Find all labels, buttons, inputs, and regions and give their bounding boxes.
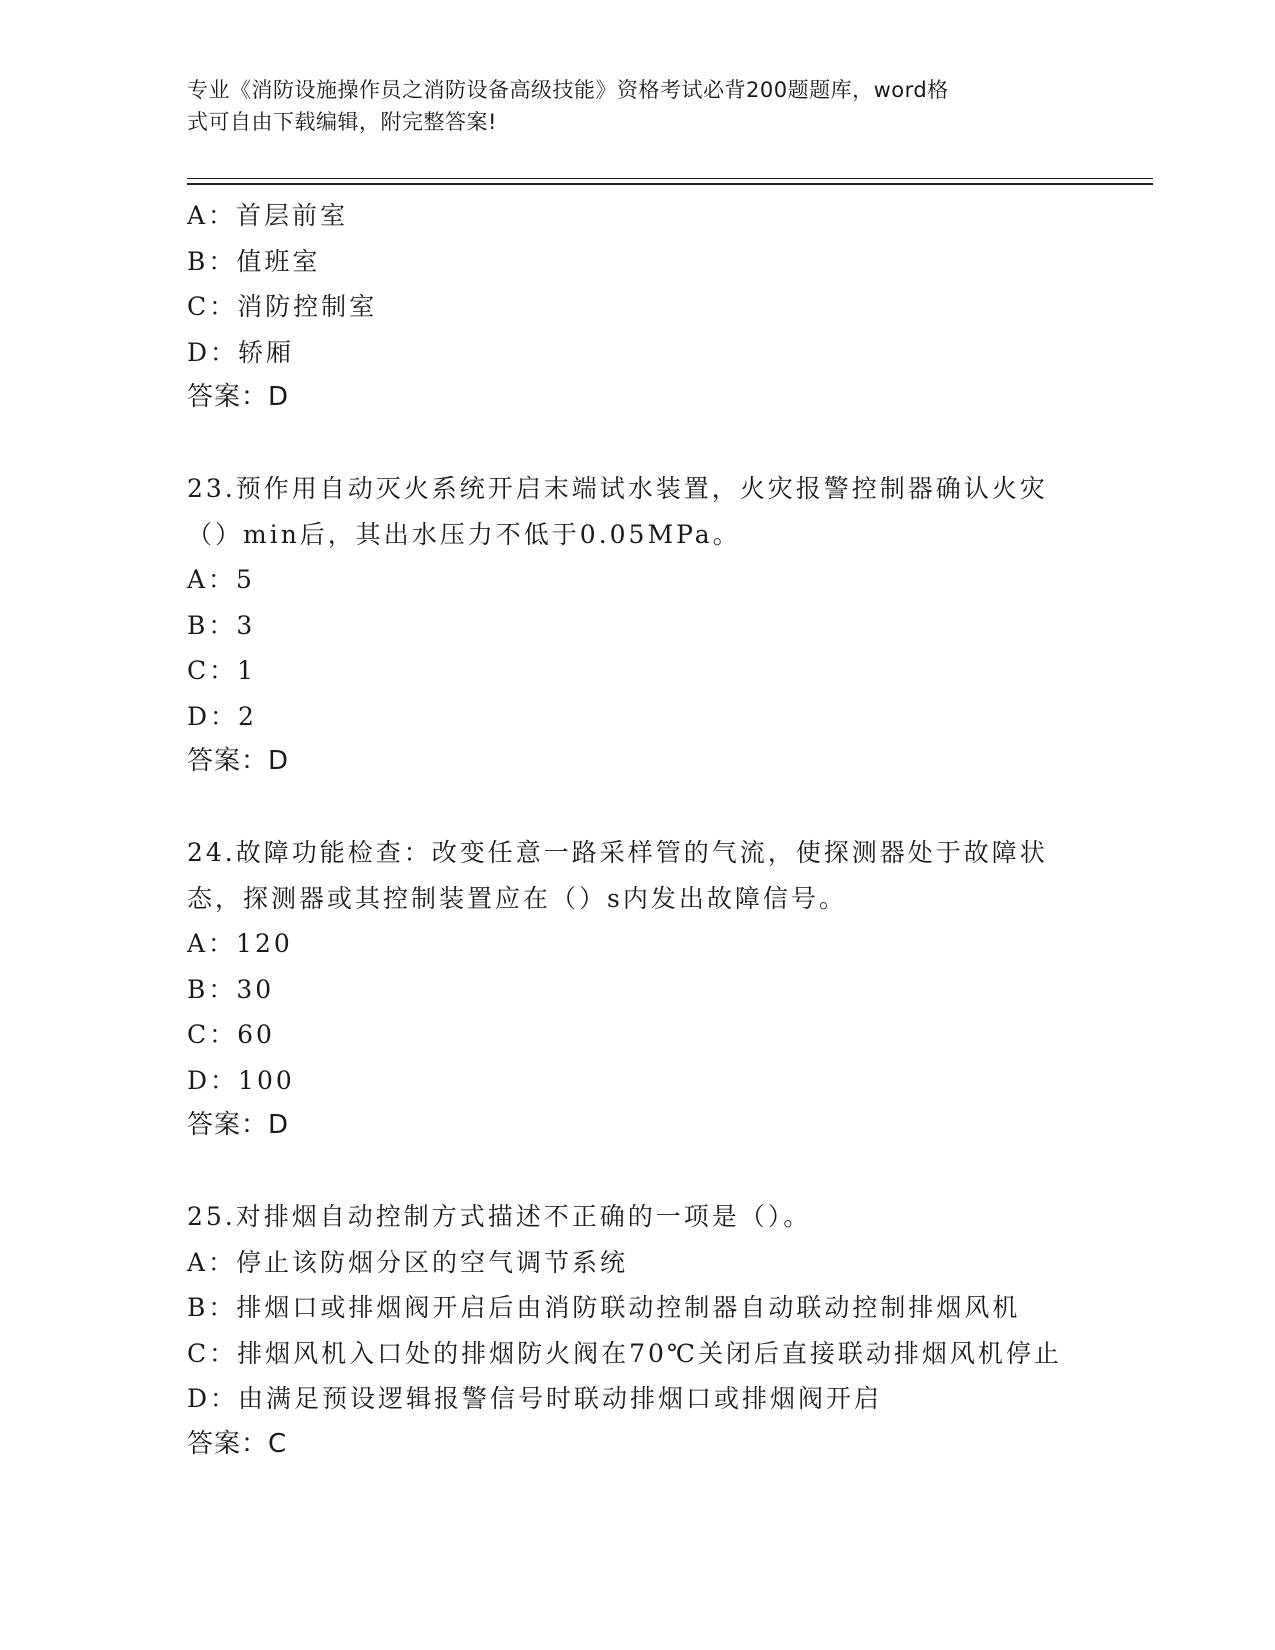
- header-divider-thick: [187, 183, 1153, 185]
- question-text-line-1: 23.预作用自动灭火系统开启末端试水装置，火灾报警控制器确认火灾: [187, 474, 1048, 503]
- answer: 答案：D: [187, 746, 290, 776]
- header-divider-thin: [187, 178, 1153, 179]
- answer: 答案：D: [187, 1110, 290, 1140]
- option-d: D：轿厢: [187, 337, 295, 367]
- question-list: [187, 193, 1087, 1467]
- question-partial: [187, 193, 1087, 421]
- option-d: D：2: [187, 701, 257, 731]
- option-b: B：30: [187, 974, 275, 1004]
- question-text-line-2: （）min后，其出水压力不低于0.05MPa。: [187, 519, 741, 549]
- option-b: B：3: [187, 610, 256, 640]
- header-line-2: 式可自由下载编辑，附完整答案!: [187, 110, 497, 134]
- option-d: D：由满足预设逻辑报警信号时联动排烟口或排烟阀开启: [187, 1384, 883, 1413]
- option-a: A：120: [187, 929, 293, 958]
- question-text-line-2: 态，探测器或其控制装置应在（）s内发出故障信号。: [187, 883, 847, 913]
- option-c: C：排烟风机入口处的排烟防火阀在70℃关闭后直接联动排烟风机停止: [187, 1338, 1062, 1368]
- answer: 答案：D: [187, 382, 290, 412]
- option-b: B：排烟口或排烟阀开启后由消防联动控制器自动联动控制排烟风机: [187, 1293, 1021, 1322]
- option-a: A：停止该防烟分区的空气调节系统: [187, 1247, 629, 1277]
- option-c: C：消防控制室: [187, 292, 378, 321]
- question-text-line-1: 25.对排烟自动控制方式描述不正确的一项是（）。: [187, 1202, 812, 1231]
- option-c: C：60: [187, 1020, 275, 1049]
- option-b: B：值班室: [187, 246, 321, 276]
- document-header: [187, 74, 1067, 138]
- question-25: [187, 1194, 1087, 1467]
- question-24: [187, 830, 1087, 1149]
- option-a: A：5: [187, 565, 255, 594]
- question-23: [187, 466, 1087, 785]
- answer: 答案：C: [187, 1428, 288, 1459]
- question-text-line-1: 24.故障功能检查：改变任意一路采样管的气流，使探测器处于故障状: [187, 838, 1048, 867]
- option-a: A：首层前室: [187, 201, 349, 230]
- option-d: D：100: [187, 1065, 295, 1095]
- header-line-1: 专业《消防设施操作员之消防设备高级技能》资格考试必背200题题库，word格: [187, 78, 949, 102]
- option-c: C：1: [187, 656, 257, 685]
